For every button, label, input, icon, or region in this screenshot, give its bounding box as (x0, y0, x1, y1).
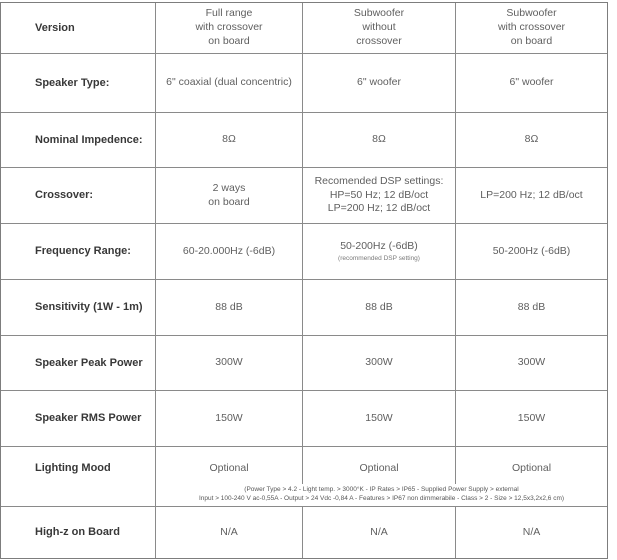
table-cell (455, 54, 607, 112)
table-row-crossover (1, 168, 607, 224)
cell-line: LP=200 Hz; 12 dB/oct (480, 188, 583, 201)
row-label (1, 391, 155, 446)
row-label-text: Crossover: (35, 189, 94, 202)
cell-line: on board (510, 34, 553, 47)
table-cell (302, 3, 455, 53)
cell-subnote: (recommended DSP setting) (338, 254, 420, 262)
row-label (1, 113, 155, 167)
cell-line: on board (208, 195, 250, 208)
lighting-mood-cells (1, 447, 607, 484)
table-cell (455, 3, 607, 53)
cell-line: 8Ω (222, 133, 236, 146)
table-cell (155, 280, 302, 335)
table-cell (455, 336, 607, 390)
table-cell (155, 224, 302, 279)
cell-line: 50-200Hz (-6dB) (340, 239, 418, 252)
table-row-peak-power (1, 336, 607, 391)
row-label-text: Speaker RMS Power (35, 412, 142, 425)
table-cell (455, 168, 607, 223)
table-row-rms-power (1, 391, 607, 447)
row-label (1, 224, 155, 279)
cell-line: 8Ω (372, 133, 386, 146)
cell-line: 300W (215, 356, 243, 369)
cell-line: crossover (356, 34, 402, 47)
cell-line: 6" woofer (509, 76, 554, 89)
table-cell (302, 224, 455, 279)
footnote-line: (Power Type > 4.2 - Light temp. > 3000°K - IP Rates > IP65 - Supplied Power Supply > external (244, 486, 519, 493)
cell-line: without (362, 21, 396, 34)
cell-line: 300W (517, 356, 546, 369)
row-label (1, 507, 155, 558)
speaker-spec-table (0, 2, 608, 559)
cell-line: N/A (370, 525, 388, 538)
table-cell (455, 280, 607, 335)
cell-line: 300W (365, 356, 393, 369)
cell-line: on board (208, 34, 250, 47)
cell-line: N/A (220, 525, 238, 538)
cell-line: with crossover (497, 21, 566, 34)
table-row-high-z (1, 507, 607, 558)
table-cell (155, 168, 302, 223)
table-row-sensitivity (1, 280, 607, 336)
table-cell (455, 447, 607, 484)
table-cell (302, 507, 455, 558)
table-cell (155, 447, 302, 484)
cell-line: HP=50 Hz; 12 dB/oct (329, 188, 429, 201)
cell-line: 6" woofer (357, 76, 401, 89)
cell-line: 8Ω (524, 133, 539, 146)
table-cell (455, 113, 607, 167)
table-cell (155, 336, 302, 390)
row-label-text: Speaker Peak Power (35, 356, 143, 369)
cell-line: Subwoofer (506, 7, 557, 20)
row-label-text: Nominal Impedence: (35, 133, 143, 146)
cell-line: Optional (209, 461, 249, 474)
cell-line: 150W (365, 411, 393, 424)
cell-line: Full range (205, 7, 253, 20)
table-row-impedance (1, 113, 607, 168)
table-cell (302, 391, 455, 446)
table-cell (155, 3, 302, 53)
row-label (1, 54, 155, 112)
table-row-speaker-type (1, 54, 607, 113)
table-cell (155, 54, 302, 112)
cell-line: 88 dB (517, 300, 546, 313)
cell-line: Subwoofer (353, 7, 405, 20)
row-label-text: Version (35, 21, 75, 34)
cell-line: 88 dB (215, 300, 243, 313)
table-cell (455, 507, 607, 558)
cell-line: 88 dB (365, 300, 393, 313)
table-row-version (1, 3, 607, 54)
cell-line: N/A (522, 525, 541, 538)
table-cell (302, 447, 455, 484)
table-row-lighting-mood (1, 447, 607, 507)
row-label-text: Frequency Range: (35, 245, 131, 258)
lighting-mood-footnote (155, 484, 607, 506)
cell-line: LP=200 Hz; 12 dB/oct (327, 202, 431, 215)
row-label-text: High-z on Board (35, 526, 120, 539)
table-cell (455, 224, 607, 279)
cell-line: Optional (359, 461, 399, 474)
row-label-text: Lighting Mood (35, 462, 111, 475)
cell-line: 150W (517, 411, 546, 424)
cell-line: 6" coaxial (dual concentric) (166, 76, 292, 89)
table-cell (155, 113, 302, 167)
cell-line: 50-200Hz (-6dB) (492, 244, 571, 257)
table-row-frequency-range (1, 224, 607, 280)
table-cell (302, 168, 455, 223)
table-cell (155, 507, 302, 558)
cell-line: with crossover (195, 21, 263, 34)
cell-line: 2 ways (212, 181, 246, 194)
cell-line: Optional (511, 461, 552, 474)
row-label-text: Sensitivity (1W - 1m) (35, 301, 143, 314)
footnote-line: Input > 100-240 V ac-0,55A - Output > 24 Vdc -0,84 A - Features > IP67 non dimmerabile - Class > 2 - Size > 12,5x3,2x2,6 cm) (198, 495, 565, 503)
row-label (1, 3, 155, 53)
table-cell (302, 280, 455, 335)
row-label (1, 336, 155, 390)
cell-line: 60-20.000Hz (-6dB) (182, 244, 276, 257)
table-cell (155, 391, 302, 446)
row-label (1, 168, 155, 223)
table-cell (302, 336, 455, 390)
table-cell (302, 113, 455, 167)
table-cell (455, 391, 607, 446)
row-label (1, 447, 155, 484)
row-label-text: Speaker Type: (35, 76, 110, 89)
cell-line: Recomended DSP settings: (314, 174, 444, 187)
row-label (1, 280, 155, 335)
cell-line: 150W (215, 411, 243, 424)
table-cell (302, 54, 455, 112)
